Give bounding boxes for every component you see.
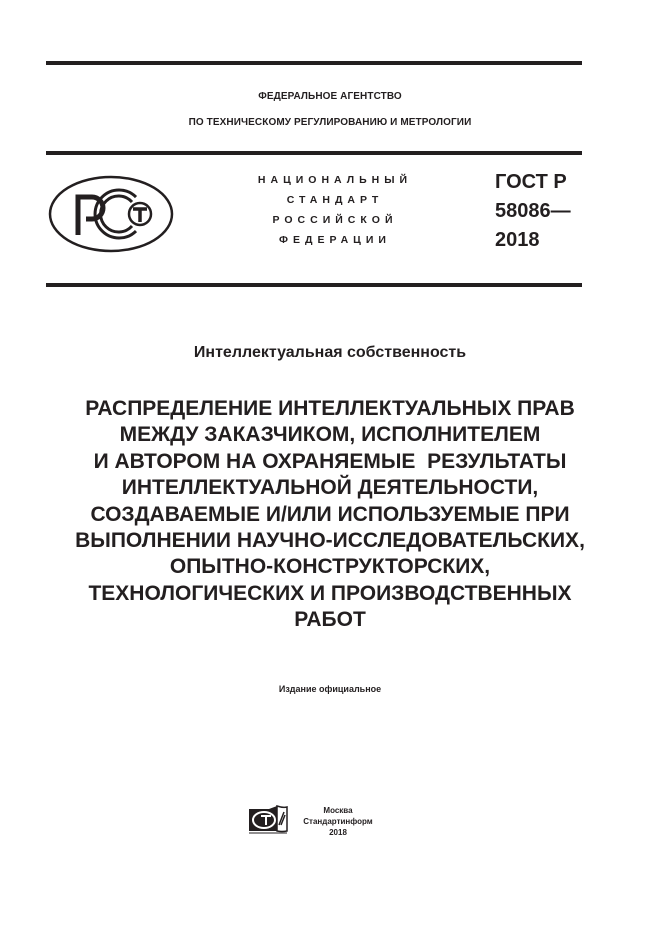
national-line-3: РОССИЙСКОЙ bbox=[272, 214, 398, 226]
publisher-year: 2018 bbox=[329, 828, 347, 837]
document-subject: Интеллектуальная собственность bbox=[193, 344, 467, 361]
national-standard-label bbox=[230, 170, 440, 250]
title-line: И АВТОРОМ НА ОХРАНЯЕМЫЕ РЕЗУЛЬТАТЫ bbox=[93, 449, 567, 473]
agency-line-1: ФЕДЕРАЛЬНОЕ АГЕНТСТВО bbox=[258, 91, 402, 102]
publisher-name: Стандартинформ bbox=[303, 817, 373, 826]
rst-gost-emblem-icon bbox=[48, 175, 174, 253]
designation-line-2: 58086— bbox=[495, 200, 571, 222]
designation-line-1: ГОСТ Р bbox=[495, 171, 567, 193]
title-line: СОЗДАВАЕМЫЕ И/ИЛИ ИСПОЛЬЗУЕМЫЕ ПРИ bbox=[90, 502, 570, 526]
header-rule bbox=[46, 151, 582, 155]
national-line-2: СТАНДАРТ bbox=[286, 194, 384, 206]
top-rule bbox=[46, 61, 582, 65]
standard-rule bbox=[46, 283, 582, 287]
title-line: ИНТЕЛЛЕКТУАЛЬНОЙ ДЕЯТЕЛЬНОСТИ, bbox=[121, 476, 539, 500]
title-line: ОПЫТНО-КОНСТРУКТОРСКИХ, bbox=[169, 555, 491, 579]
publisher-city: Москва bbox=[323, 806, 353, 815]
standartinform-logo-icon bbox=[247, 805, 289, 835]
official-edition-label: Издание официальное bbox=[278, 684, 382, 694]
agency-line-2: ПО ТЕХНИЧЕСКОМУ РЕГУЛИРОВАНИЮ И МЕТРОЛОГИИ bbox=[188, 117, 472, 128]
title-line: РАБОТ bbox=[294, 608, 366, 632]
standard-designation bbox=[495, 168, 571, 255]
title-line: МЕЖДУ ЗАКАЗЧИКОМ, ИСПОЛНИТЕЛЕМ bbox=[119, 423, 541, 447]
title-line: ВЫПОЛНЕНИИ НАУЧНО-ИССЛЕДОВАТЕЛЬСКИХ, bbox=[75, 529, 585, 553]
document-title bbox=[30, 396, 630, 634]
title-line: ТЕХНОЛОГИЧЕСКИХ И ПРОИЗВОДСТВЕННЫХ bbox=[88, 581, 572, 605]
publisher-info bbox=[290, 805, 386, 838]
national-line-4: ФЕДЕРАЦИИ bbox=[279, 234, 391, 246]
title-line: РАСПРЕДЕЛЕНИЕ ИНТЕЛЛЕКТУАЛЬНЫХ ПРАВ bbox=[85, 397, 575, 420]
national-line-1: НАЦИОНАЛЬНЫЙ bbox=[257, 174, 413, 186]
designation-line-3: 2018 bbox=[495, 229, 540, 251]
